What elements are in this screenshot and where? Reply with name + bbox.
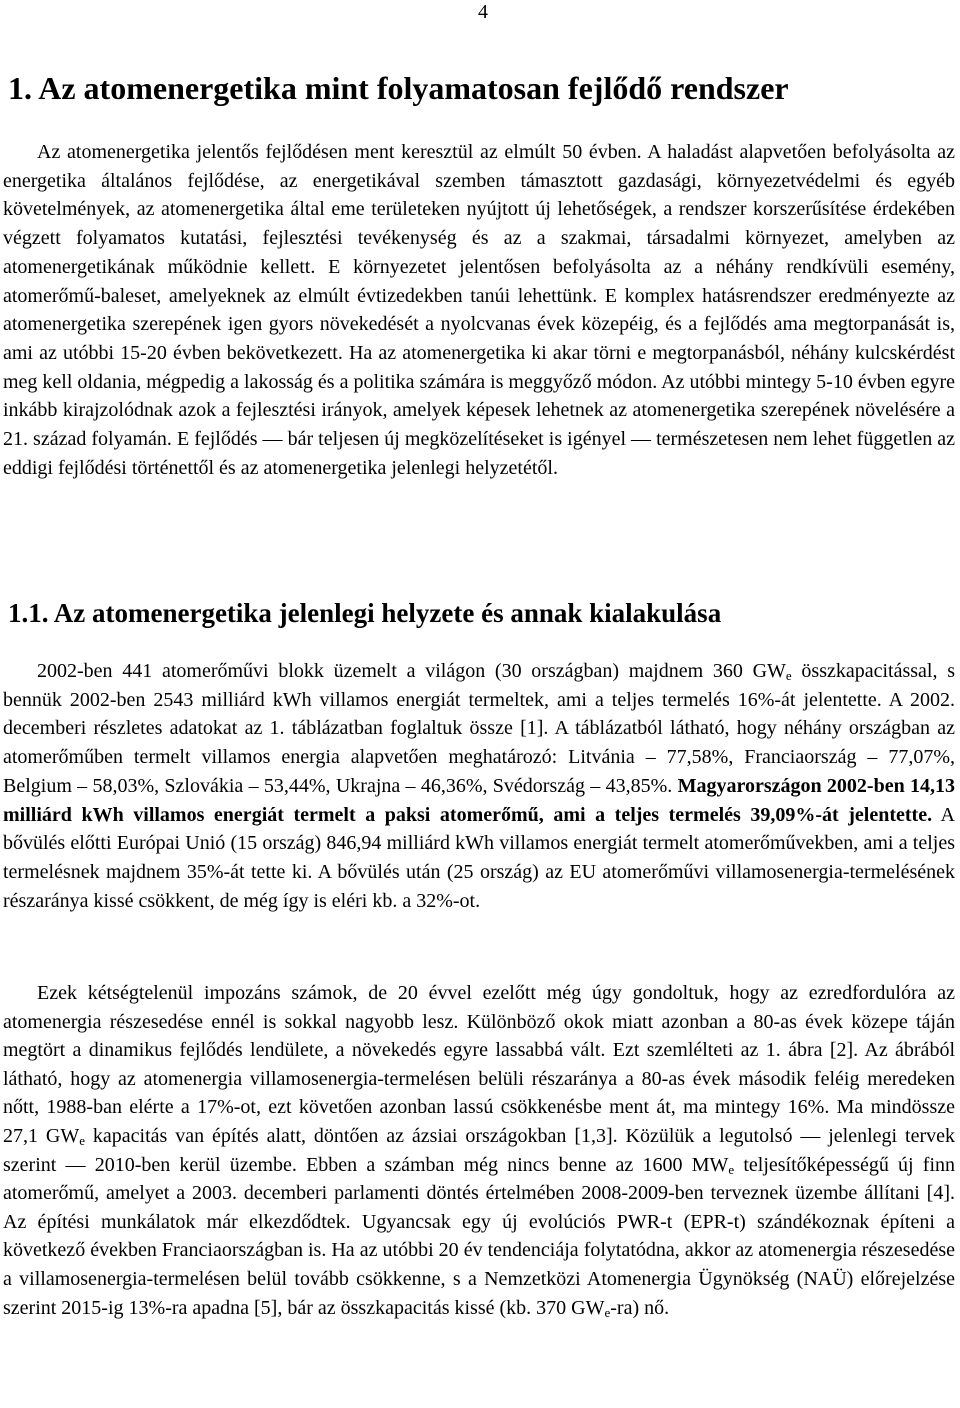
paragraph-text: Ezek kétségtelenül impozáns számok, de 20 évvel ezelőtt még úgy gondoltuk, hogy az ezredfordulóra az atomenergia részesedése ennél is sokkal nagyobb lesz. Különböző okok miatt azonban a 80-as évek közepe táján megtört a dinamikus fejlődés lendülete, a növekedés egyre lassabbá vált. Ezt szemlélteti az 1. ábra [2]. Az ábrából látható, hogy az atomenergia villamosenergia-termelésen belüli részaránya a 80-as évek második feléig meredeken nőtt, 1988-ban elérte a 17%-ot, ezt követően azonban lassú csökkenésbe ment át, ma mintegy 16%. Ma mindössze 27,1 GW	[3, 982, 955, 1147]
paragraph-intro: Az atomenergetika jelentős fejlődésen ment keresztül az elmúlt 50 évben. A haladást alapvetően befolyásolta az energetika általános fejlődése, az energetikával szemben támasztott gazdasági, környezetvédelmi és egyéb követelmények, az atomenergetika által eme területeken nyújtott új lehetőségek, a rendszer korszerűsítése érdekében végzett folyamatos kutatási, fejlesztési tevékenység és az a szakmai, társadalmi környezet, amelyben az atomenergetikának működnie kellett. E környezetet jelentősen befolyásolta az a néhány rendkívüli esemény, atomerőmű-baleset, amelyeknek az elmúlt évtizedekben tanúi lehettünk. E komplex hatásrendszer eredményezte az atomenergetika szerepének igen gyors növekedését a nyolcvanas évek közepéig, és a fejlődés ama megtorpanását is, ami az utóbbi 15-20 évben bekövetkezett. Ha az atomenergetika ki akar törni e megtorpanásból, néhány kulcskérdést meg kell oldania, mégpedig a lakosság és a politika számára is meggyőző módon. Az utóbbi mintegy 5-10 évben egyre inkább kirajzolódnak azok a fejlesztési irányok, amelyek képesek lehetnek az atomenergetika szerepének növelésére a 21. század folyamán. E fejlődés — bár teljesen új megközelítéseket is igényel — természetesen nem lehet független az eddigi fejlődési történettől és az atomenergetika jelenlegi helyzetétől.	[3, 141, 955, 479]
page-number: 4	[478, 1, 488, 23]
subscript-e: e	[728, 1161, 735, 1177]
paragraph-text: teljesítőképességű új finn atomerőmű, amelyet a 2003. decemberi parlamenti döntés értelmében 2008-2009-ben terveznek üzembe állítani [4]. Az építési munkálatok már elkezdődtek. Ugyancsak egy új evolúciós PWR-t (EPR-t) szándékoznak építeni a következő években Franciaországban is. Ha az utóbbi 20 év tendenciája folytatódna, akkor az atomenergia részesedése a villamosenergia-termelésen belül tovább csökkenne, s a Nemzetközi Atomenergia Ügynökség (NAÜ) előrejelzése szerint 2015-ig 13%-ra apadna [5], bár az összkapacitás kissé (kb. 370 GW	[3, 1153, 955, 1319]
chapter-title: 1. Az atomenergetika mint folyamatosan fejlődő rendszer	[8, 70, 789, 106]
section-title: 1.1. Az atomenergetika jelenlegi helyzete és annak kialakulása	[8, 598, 722, 628]
paragraph-text: összkapacitással, s bennük 2002-ben 2543 milliárd kWh villamos energiát termeltek, ami a teljes termelés 16%-át jelentette. A 2002. decemberi részletes adatokat az 1. táblázatban foglaltuk össze [1]. A táblázatból látható, hogy néhány országban az atomerőműben termelt villamos energia alapvetően meghatározó: Litvánia – 77,58%, Franciaország – 77,07%, Belgium – 58,03%, Szlovákia – 53,44%, Ukrajna – 46,36%, Svédország – 43,85%.	[3, 660, 955, 797]
paragraph-text: -ra) nő.	[610, 1296, 670, 1319]
subscript-e: e	[604, 1304, 611, 1320]
subscript-e: e	[79, 1132, 86, 1148]
paragraph-current-status	[3, 657, 955, 915]
paragraph-trends	[3, 979, 955, 1322]
paragraph-text: A bővülés előtti Európai Unió (15 ország) 846,94 milliárd kWh villamos energiát termelt atomerőművekben, ami a teljes termelésnek majdnem 35%-át tette ki. A bővülés után (25 ország) az EU atomerőművi villamosenergia-termelésének részaránya kissé csökkent, de még így is eléri kb. a 32%-ot.	[3, 803, 955, 912]
bold-highlight: Magyarországon 2002-ben 14,13 milliárd kWh villamos energiát termelt a paksi atomerőmű, ami a teljes termelés 39,09%-át jelentette.	[3, 774, 955, 826]
paragraph-text: kapacitás van építés alatt, döntően az ázsiai országokban [1,3]. Közülük a legutolsó — jelenlegi tervek szerint — 2010-ben kerül üzembe. Ebben a számban még nincs benne az 1600 MW	[3, 1124, 955, 1176]
paragraph-text: 2002-ben 441 atomerőművi blokk üzemelt a világon (30 országban) majdnem 360 GW	[37, 660, 786, 682]
subscript-e: e	[785, 668, 792, 683]
